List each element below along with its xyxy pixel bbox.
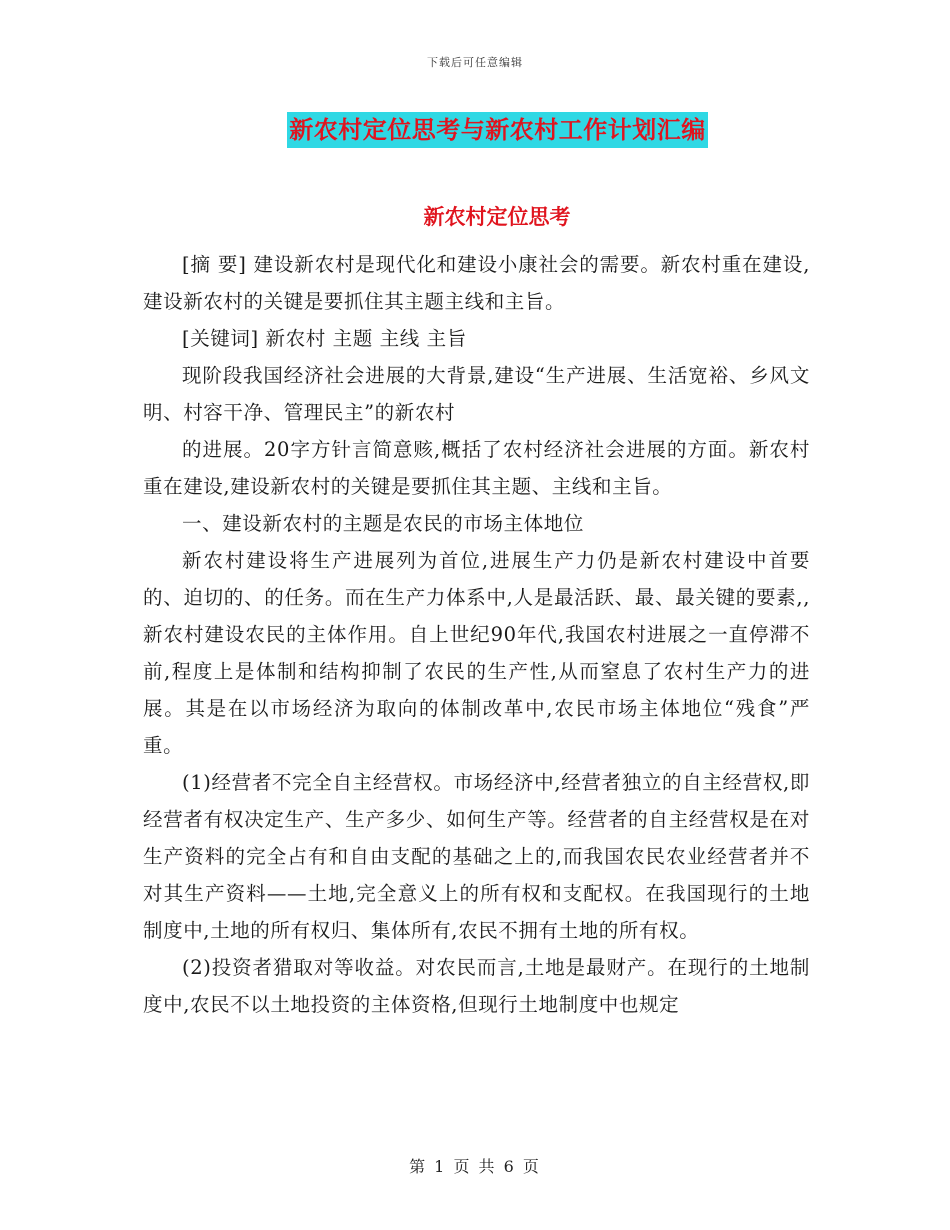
abstract-paragraph: [摘 要] 建设新农村是现代化和建设小康社会的需要。新农村重在建设,建设新农村的关键是要抓住其主题主线和主旨。: [143, 253, 810, 313]
body-paragraph: 的进展。20字方针言简意赅,概括了农村经济社会进展的方面。新农村重在建设,建设新农村的关键是要抓住其主题、主线和主旨。: [143, 438, 810, 498]
section-title: 新农村定位思考: [423, 205, 571, 229]
body-paragraph: 新农村建设将生产进展列为首位,进展生产力仍是新农村建设中首要的、迫切的、的任务。而在生产力体系中,人是最活跃、最、最关键的要素,,新农村建设农民的主体作用。自上世纪90年代,我国农村进展之一直停滞不前,程度上是体制和结构抑制了农民的生产性,从而窒息了农村生产力的进展。其是在以市场经济为取向的体制改革中,农民市场主体地位“残食”严重。: [143, 549, 810, 757]
keywords-paragraph: [关键词] 新农村 主题 主线 主旨: [182, 327, 467, 350]
document-body: [143, 246, 810, 1023]
page-footer: 第 1 页 共 6 页: [409, 1157, 541, 1176]
body-paragraph: (1)经营者不完全自主经营权。市场经济中,经营者独立的自主经营权,即经营者有权决定生产、生产多少、如何生产等。经营者的自主经营权是在对生产资料的完全占有和自由支配的基础之上的,而我国农民农业经营者并不对其生产资料——土地,完全意义上的所有权和支配权。在我国现行的土地制度中,土地的所有权归、集体所有,农民不拥有土地的所有权。: [143, 771, 810, 942]
document-title-container: [0, 112, 950, 148]
body-paragraph: 现阶段我国经济社会进展的大背景,建设“生产进展、生活宽裕、乡风文明、村容干净、管理民主”的新农村: [143, 364, 810, 424]
document-title: 新农村定位思考与新农村工作计划汇编: [287, 112, 708, 148]
section-heading: 一、建设新农村的主题是农民的市场主体地位: [182, 512, 585, 535]
body-paragraph: (2)投资者猎取对等收益。对农民而言,土地是最财产。在现行的土地制度中,农民不以土地投资的主体资格,但现行土地制度中也规定: [143, 956, 810, 1016]
header-note: 下载后可任意编辑: [427, 56, 523, 69]
